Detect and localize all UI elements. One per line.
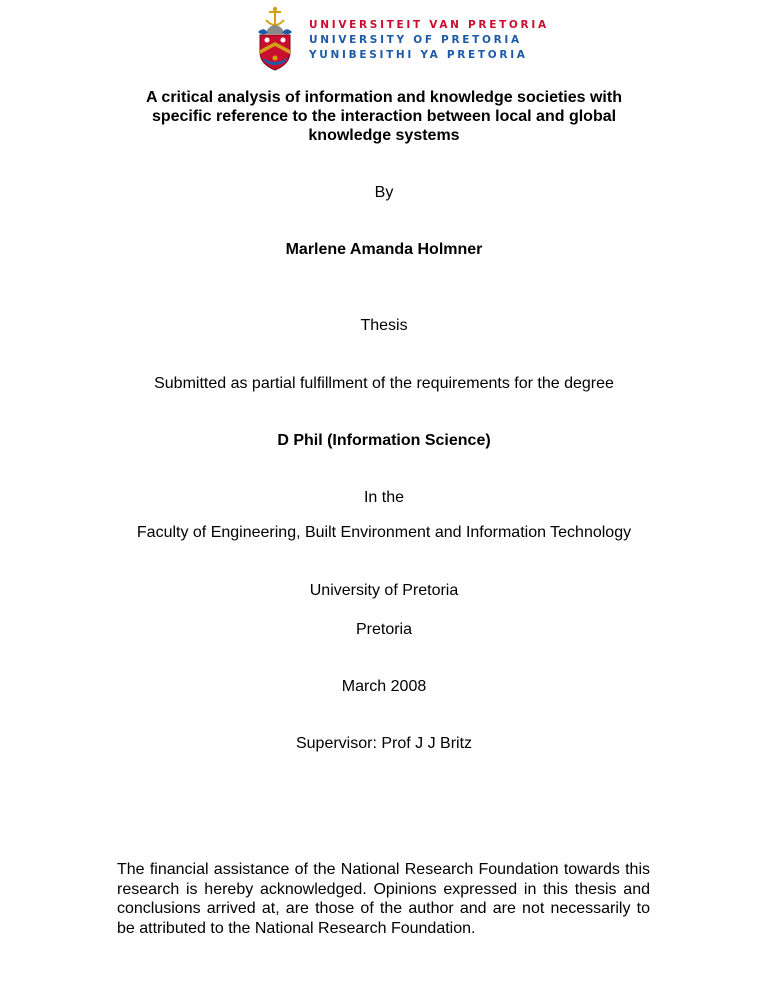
in-the-label: In the <box>363 489 405 506</box>
degree-name: D Phil (Information Science) <box>277 432 491 449</box>
author-name: Marlene Amanda Holmner <box>285 241 483 258</box>
university-name: University of Pretoria <box>309 582 459 599</box>
city-name: Pretoria <box>355 621 413 638</box>
university-name-afrikaans: UNIVERSITEIT VAN PRETORIA <box>309 19 549 31</box>
faculty-name: Faculty of Engineering, Built Environment and Information Technology <box>136 524 632 541</box>
by-label: By <box>374 184 394 201</box>
university-name-lockup <box>309 18 549 63</box>
university-crest-icon <box>252 6 298 72</box>
university-name-english: UNIVERSITY OF PRETORIA <box>309 34 522 46</box>
submission-statement: Submitted as partial fulfillment of the requirements for the degree <box>154 375 614 392</box>
document-type: Thesis <box>360 317 408 334</box>
university-header <box>0 4 768 74</box>
thesis-title: A critical analysis of information and knowledge societies with specific reference to the interaction between local and global knowledge systems <box>146 89 622 144</box>
submission-date: March 2008 <box>341 678 427 695</box>
university-name-sepedi: YUNIBESITHI YA PRETORIA <box>309 49 528 61</box>
funding-acknowledgement: The financial assistance of the National Research Foundation towards this research is hereby acknowledged. Opinions expressed in this thesis and conclusions arrived at, are those of the author and are not necessarily to be attributed to the National Research Foundation. <box>117 861 650 937</box>
supervisor-line: Supervisor: Prof J J Britz <box>295 735 473 752</box>
